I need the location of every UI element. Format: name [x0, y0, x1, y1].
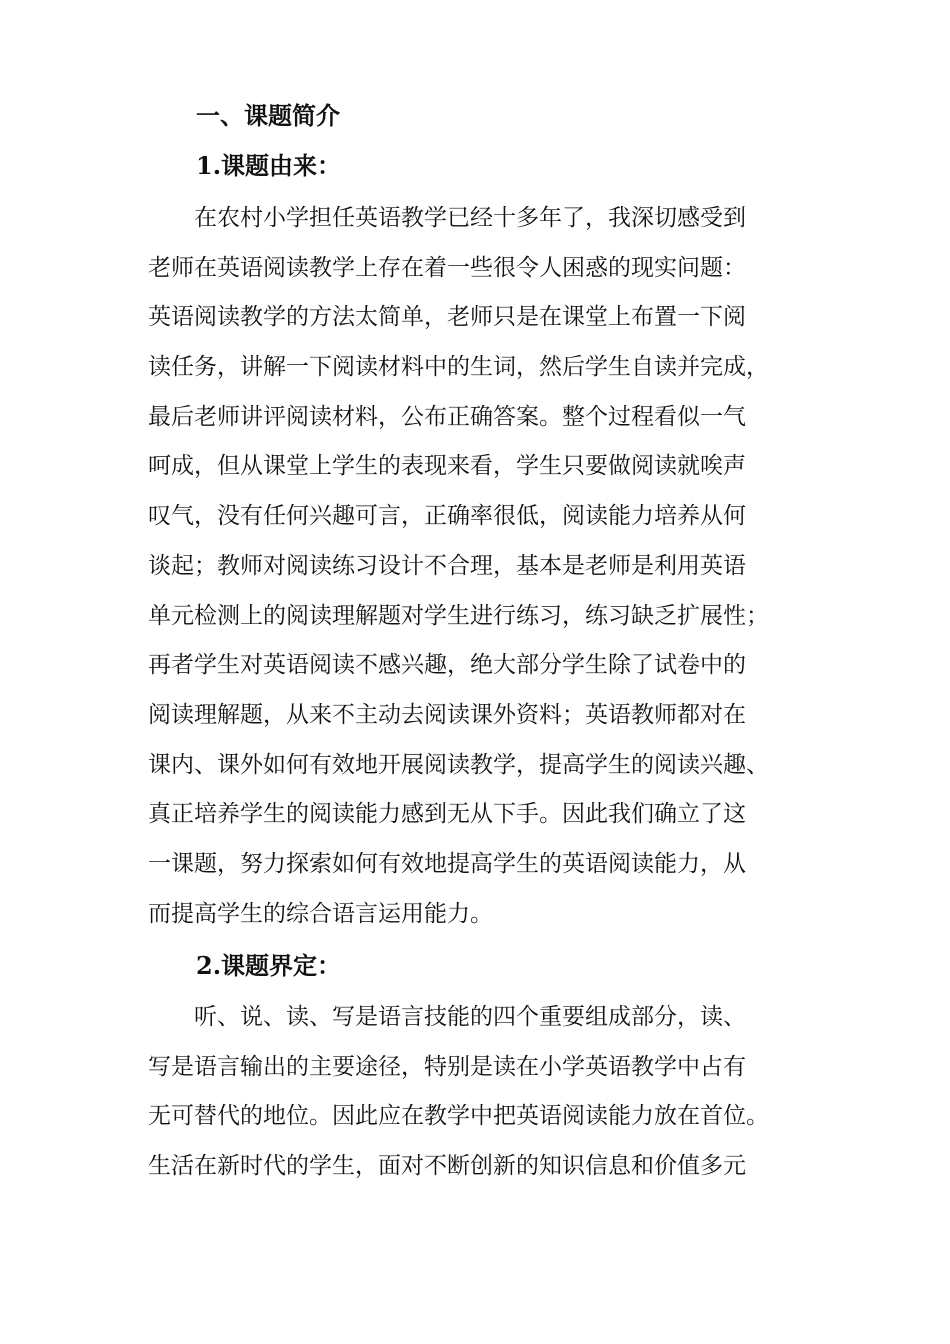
- paragraph-definition: [148, 993, 828, 1192]
- paragraph-line: 呵成，但从课堂上学生的表现来看，学生只要做阅读就唉声: [148, 453, 746, 480]
- paragraph-line: 叹气，没有任何兴趣可言，正确率很低，阅读能力培养从何: [148, 503, 746, 530]
- paragraph-line: 读任务，讲解一下阅读材料中的生词，然后学生自读并完成，: [148, 354, 769, 381]
- subsection-title-origin: 1.课题由来：: [196, 151, 342, 180]
- paragraph-origin: [148, 194, 828, 939]
- paragraph-line: 英语阅读教学的方法太简单，老师只是在课堂上布置一下阅: [148, 304, 746, 331]
- paragraph-line: 写是语言输出的主要途径，特别是读在小学英语教学中占有: [148, 1053, 746, 1080]
- paragraph-line: 听、说、读、写是语言技能的四个重要组成部分，读、: [148, 1004, 746, 1030]
- paragraph-line: 而提高学生的综合语言运用能力。: [148, 900, 493, 927]
- paragraph-line: 最后老师讲评阅读材料，公布正确答案。整个过程看似一气: [148, 403, 746, 430]
- paragraph-line: 生活在新时代的学生，面对不断创新的知识信息和价值多元: [148, 1153, 746, 1180]
- paragraph-line: 在农村小学担任英语教学已经十多年了，我深切感受到: [148, 205, 746, 231]
- paragraph-line: 真正培养学生的阅读能力感到无从下手。因此我们确立了这: [148, 801, 746, 828]
- paragraph-line: 阅读理解题，从来不主动去阅读课外资料；英语教师都对在: [148, 701, 746, 728]
- subsection-title-definition: 2.课题界定：: [196, 951, 342, 980]
- paragraph-line: 无可替代的地位。因此应在教学中把英语阅读能力放在首位。: [148, 1103, 769, 1130]
- paragraph-line: 一课题，努力探索如何有效地提高学生的英语阅读能力，从: [148, 850, 746, 877]
- section-title: 一、课题简介: [196, 101, 340, 130]
- paragraph-line: 谈起；教师对阅读练习设计不合理，基本是老师是利用英语: [148, 552, 746, 579]
- paragraph-line: 再者学生对英语阅读不感兴趣，绝大部分学生除了试卷中的: [148, 652, 746, 679]
- paragraph-line: 老师在英语阅读教学上存在着一些很令人困惑的现实问题：: [148, 254, 746, 281]
- paragraph-line: 课内、课外如何有效地开展阅读教学，提高学生的阅读兴趣、: [148, 751, 769, 778]
- paragraph-line: 单元检测上的阅读理解题对学生进行练习，练习缺乏扩展性；: [148, 602, 769, 629]
